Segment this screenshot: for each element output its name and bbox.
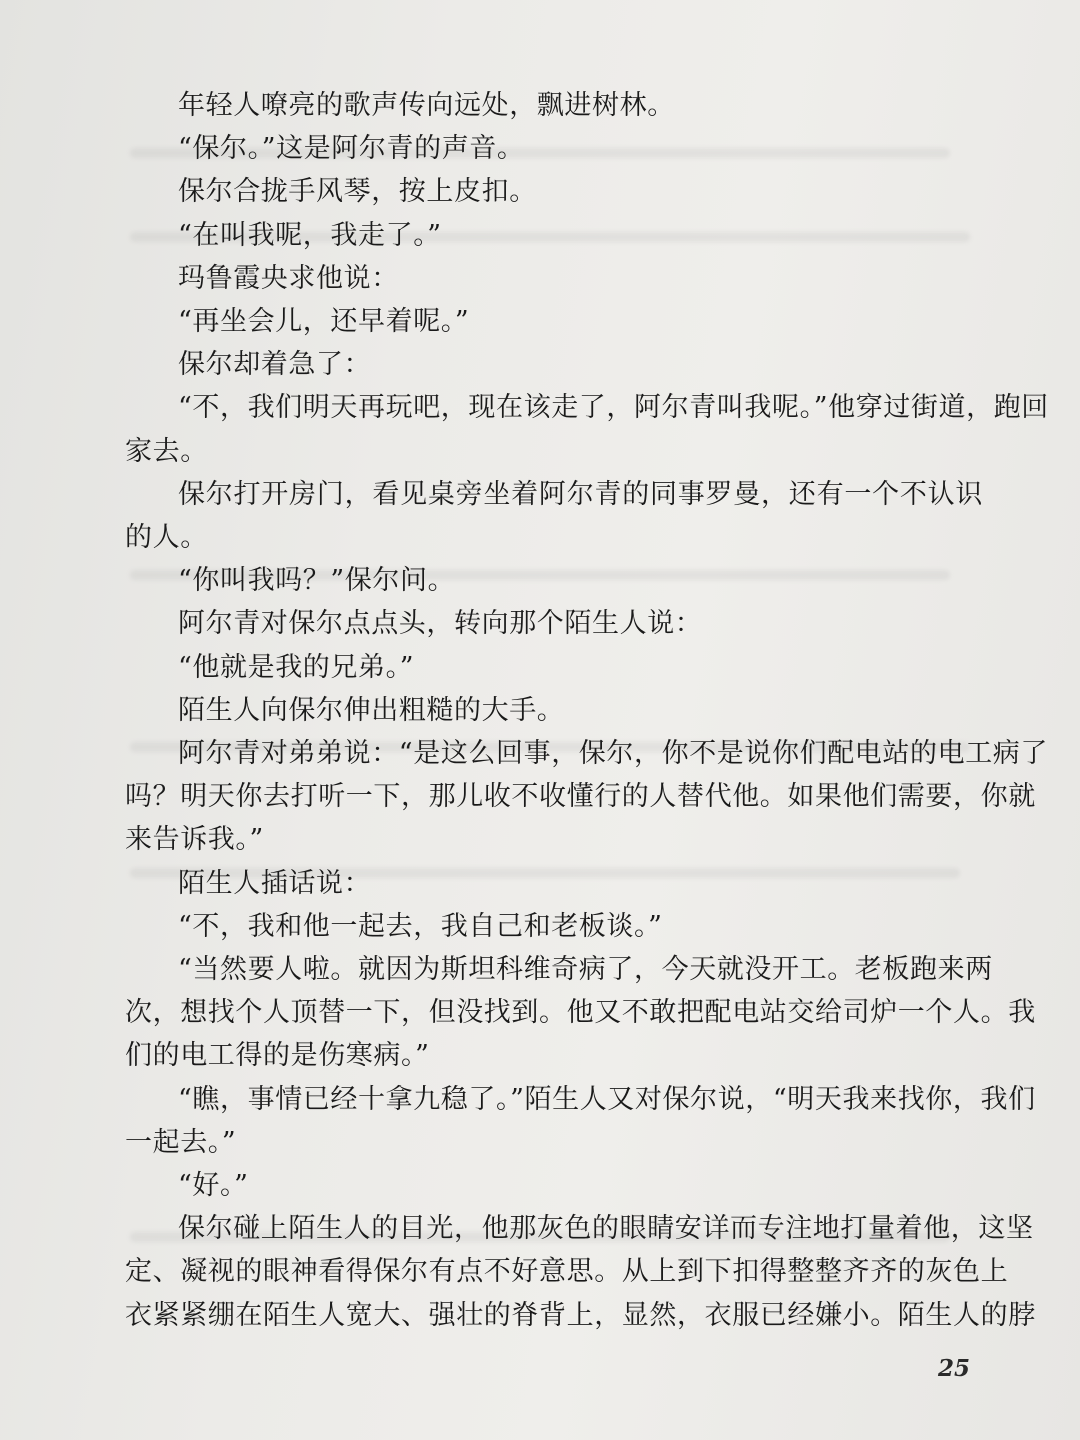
text-line: “不，我和他一起去，我自己和老板谈。” bbox=[178, 911, 663, 942]
text-line: 陌生人插话说： bbox=[178, 868, 372, 899]
text-line: 来告诉我。” bbox=[125, 824, 264, 855]
text-line: 吗？明天你去打听一下，那儿收不收懂行的人替代他。如果他们需要，你就 bbox=[125, 781, 1036, 812]
text-line: 保尔碰上陌生人的目光，他那灰色的眼睛安详而专注地打量着他，这坚 bbox=[178, 1213, 1034, 1244]
text-line: 次，想找个人顶替一下，但没找到。他又不敢把配电站交给司炉一个人。我 bbox=[125, 997, 1036, 1028]
text-line: 的人。 bbox=[125, 522, 208, 553]
text-line: “当然要人啦。就因为斯坦科维奇病了，今天就没开工。老板跑来两 bbox=[178, 954, 993, 985]
text-line: “保尔。”这是阿尔青的声音。 bbox=[178, 133, 525, 164]
text-line: 阿尔青对保尔点点头，转向那个陌生人说： bbox=[178, 608, 703, 639]
text-line: “瞧，事情已经十拿九稳了。”陌生人又对保尔说，“明天我来找你，我们 bbox=[178, 1084, 1036, 1115]
text-line: “你叫我吗？”保尔问。 bbox=[178, 565, 456, 596]
text-line: 阿尔青对弟弟说：“是这么回事，保尔，你不是说你们配电站的电工病了 bbox=[178, 738, 1049, 769]
text-line: “不，我们明天再玩吧，现在该走了，阿尔青叫我呢。”他穿过街道，跑回 bbox=[178, 392, 1049, 423]
text-line: “他就是我的兄弟。” bbox=[178, 652, 415, 683]
text-line: 保尔合拢手风琴，按上皮扣。 bbox=[178, 176, 537, 207]
text-line: 家去。 bbox=[125, 436, 208, 467]
text-line: 定、凝视的眼神看得保尔有点不好意思。从上到下扣得整整齐齐的灰色上 bbox=[125, 1256, 1009, 1287]
text-line: 衣紧紧绷在陌生人宽大、强壮的脊背上，显然，衣服已经嫌小。陌生人的脖 bbox=[125, 1300, 1036, 1331]
text-line: 陌生人向保尔伸出粗糙的大手。 bbox=[178, 695, 565, 726]
text-line: 们的电工得的是伤寒病。” bbox=[125, 1040, 430, 1071]
text-line: “好。” bbox=[178, 1170, 249, 1201]
text-line: 一起去。” bbox=[125, 1127, 237, 1158]
text-line: “在叫我呢，我走了。” bbox=[178, 220, 442, 251]
text-line: 年轻人嘹亮的歌声传向远处，飘进树林。 bbox=[178, 90, 675, 121]
page-number: 25 bbox=[938, 1355, 971, 1382]
text-line: “再坐会儿，还早着呢。” bbox=[178, 306, 470, 337]
text-line: 保尔打开房门，看见桌旁坐着阿尔青的同事罗曼，还有一个不认识 bbox=[178, 479, 983, 510]
text-line: 保尔却着急了： bbox=[178, 349, 372, 380]
text-line: 玛鲁霞央求他说： bbox=[178, 263, 399, 294]
